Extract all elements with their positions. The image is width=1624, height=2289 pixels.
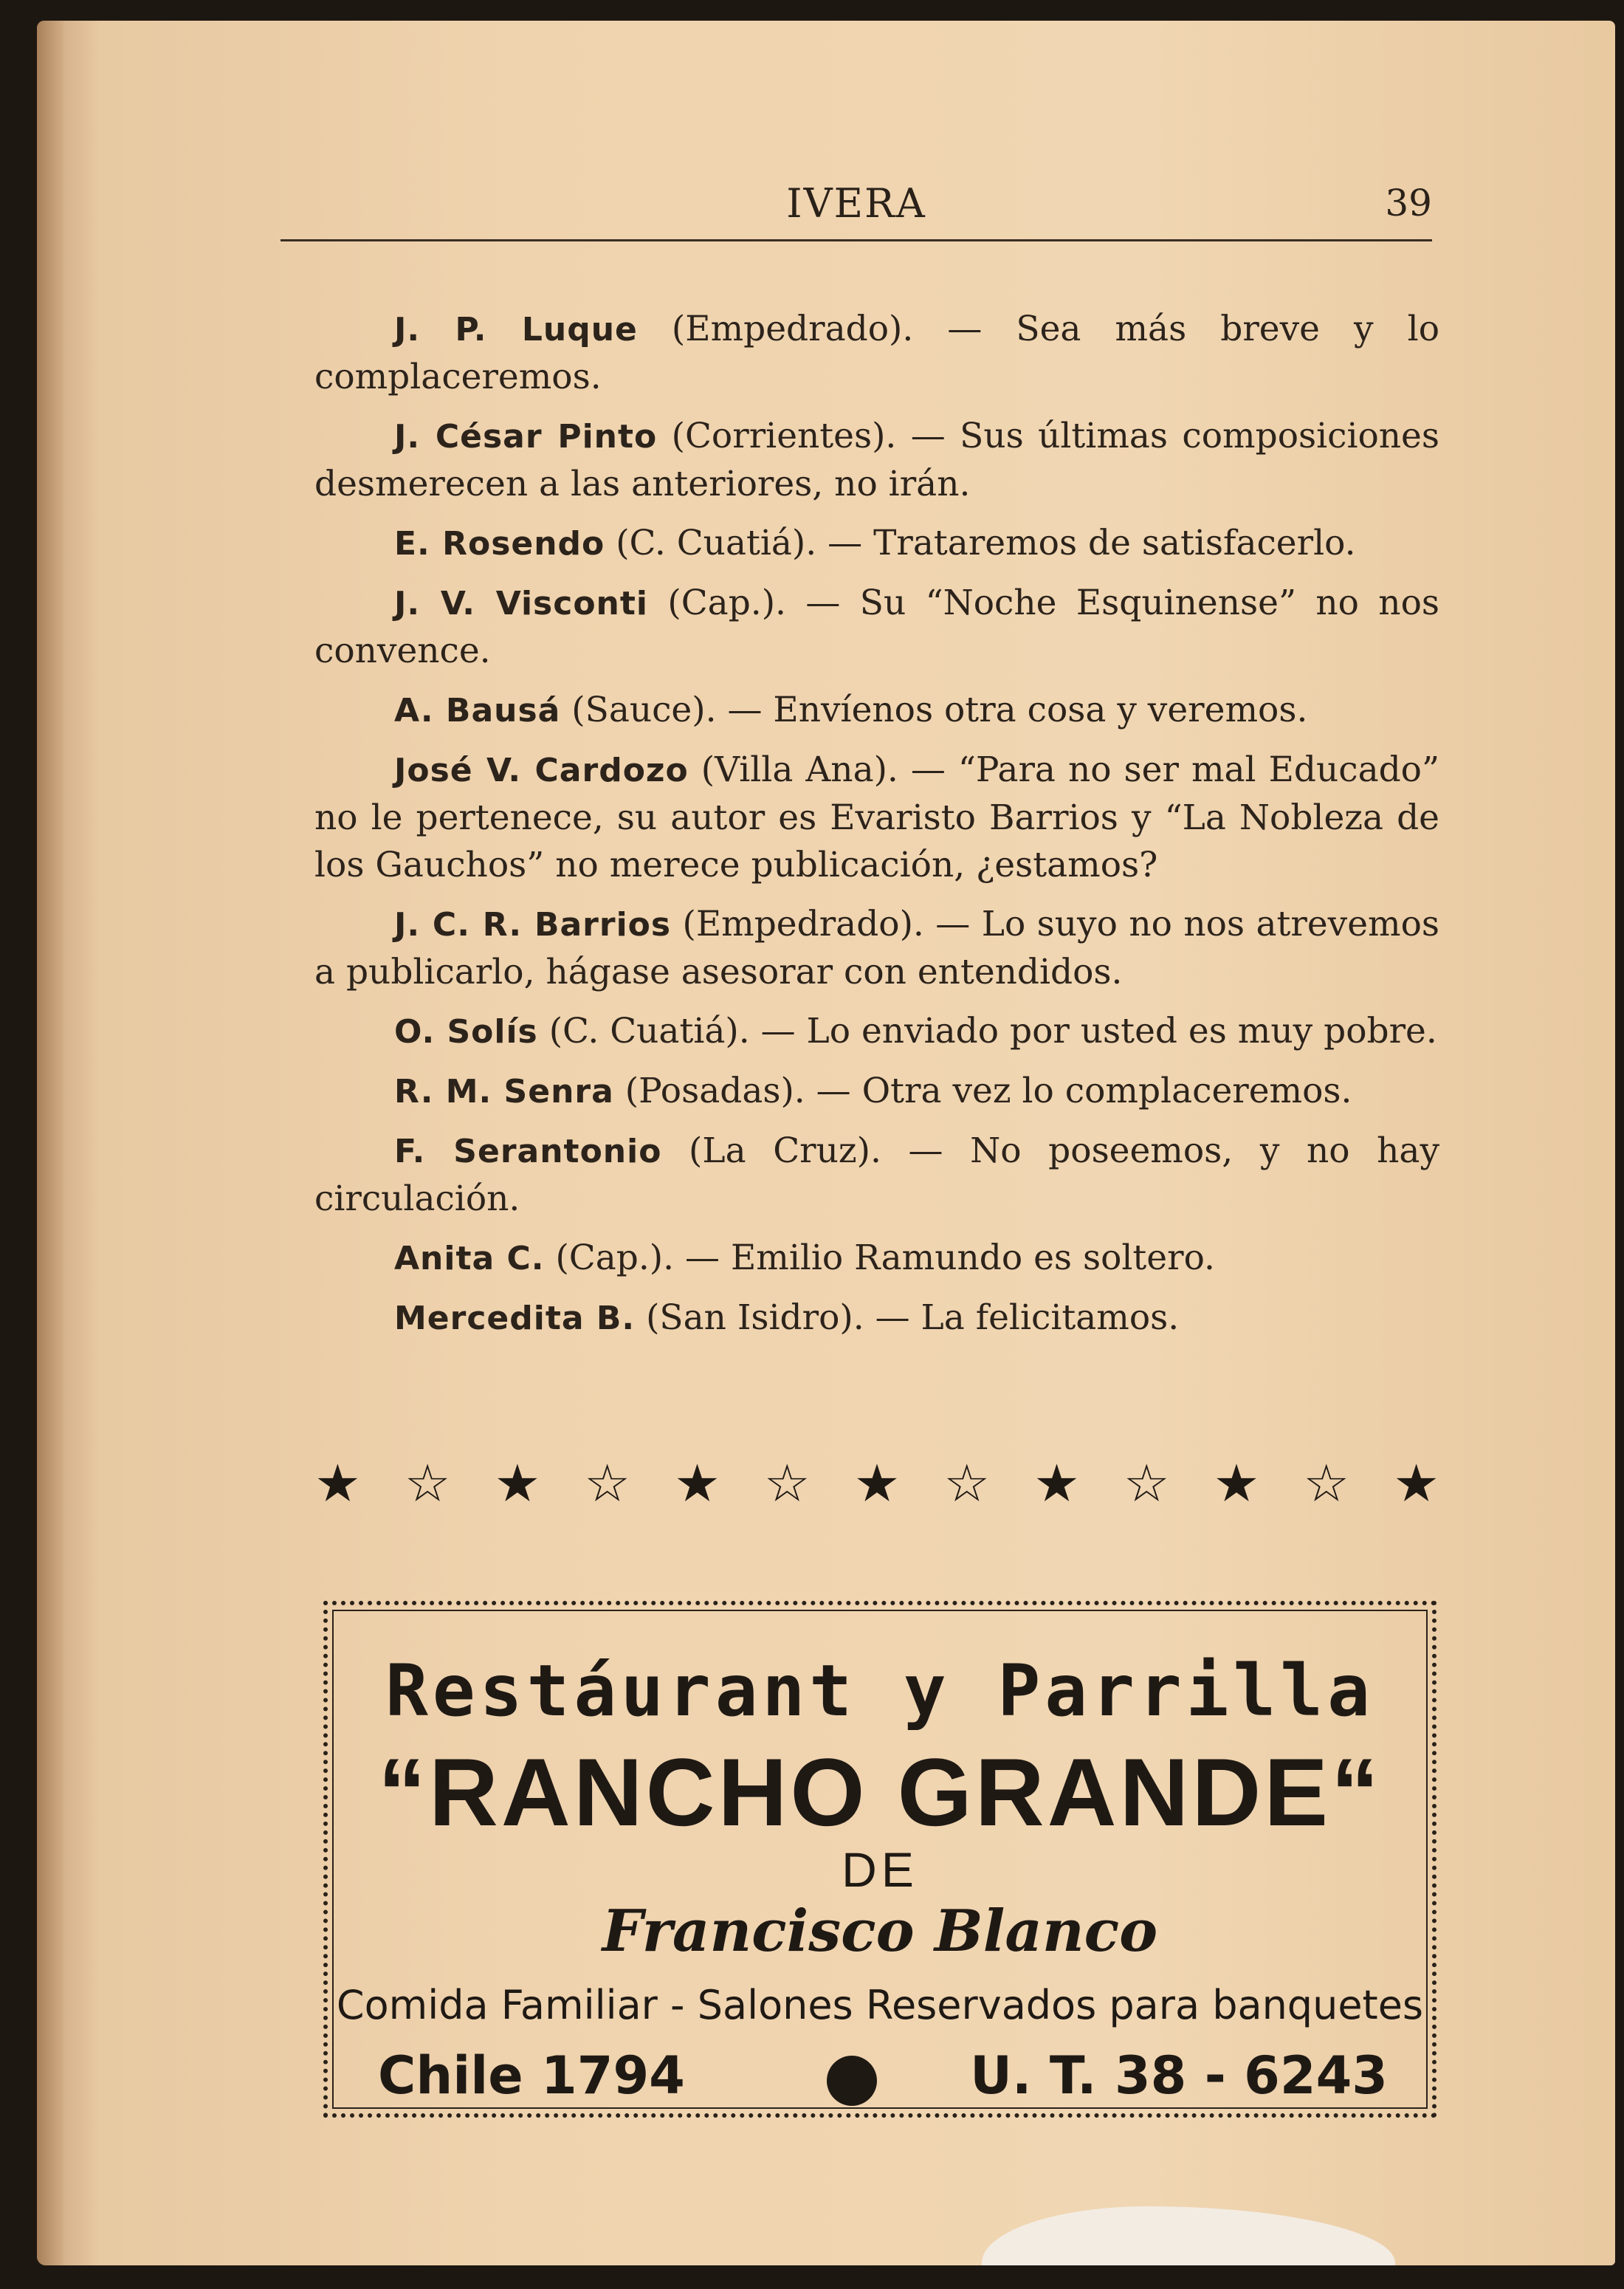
star-outline-icon: ☆ (584, 1453, 631, 1514)
correspondent-name: José V. Cardozo (394, 752, 689, 789)
star-outline-icon: ☆ (943, 1453, 991, 1514)
correspondent-name: J. P. Luque (394, 311, 638, 349)
star-icon: ★ (674, 1453, 720, 1514)
star-icon: ★ (314, 1453, 361, 1514)
reply-text: (C. Cuatiá). — Trataremos de satisfacerlo. (605, 523, 1356, 563)
correspondence-entry (314, 1068, 1439, 1116)
reply-text: (C. Cuatiá). — Lo enviado por usted es muy pobre. (537, 1011, 1437, 1051)
correspondent-name: A. Bausá (394, 692, 561, 730)
book-page (37, 21, 1615, 2265)
ad-services: Comida Familiar - Salones Reservados para banquetes (336, 1982, 1424, 2028)
reply-text: (Posadas). — Otra vez lo complaceremos. (613, 1071, 1352, 1111)
correspondence-entry (314, 1008, 1439, 1056)
correspondent-name: O. Solís (394, 1013, 538, 1051)
correspondence-entry (314, 687, 1439, 735)
star-divider (314, 1453, 1439, 1514)
page-gutter (37, 21, 63, 2265)
star-outline-icon: ☆ (763, 1453, 811, 1514)
correspondence-entry (314, 901, 1439, 996)
correspondent-name: R. M. Senra (394, 1073, 614, 1111)
correspondent-name: Mercedita B. (394, 1300, 636, 1337)
reply-text: (Cap.). — Su “Noche Esquinense” no nos convence. (314, 583, 1439, 671)
star-outline-icon: ☆ (404, 1453, 451, 1514)
correspondence-entry (314, 413, 1439, 508)
correspondent-name: J. V. Visconti (394, 585, 648, 622)
page-number: 39 (1385, 182, 1432, 224)
star-outline-icon: ☆ (1123, 1453, 1170, 1514)
reply-text: (Empedrado). — Sea más breve y lo complaceremos. (314, 309, 1439, 397)
header-rule (281, 239, 1432, 241)
correspondence-list (314, 306, 1439, 1354)
star-icon: ★ (1393, 1453, 1439, 1514)
reply-text: (San Isidro). — La felicitamos. (635, 1297, 1180, 1338)
reply-text: (Corrientes). — Sus últimas composiciones desmerecen a las anteriores, no irán. (314, 416, 1439, 504)
correspondence-entry (314, 520, 1439, 568)
correspondent-name: E. Rosendo (394, 525, 605, 563)
restaurant-advertisement (323, 1601, 1437, 2118)
correspondence-entry (314, 1128, 1439, 1223)
star-outline-icon: ☆ (1303, 1453, 1350, 1514)
running-title: IVERA (786, 180, 926, 227)
correspondence-entry (314, 747, 1439, 889)
reply-text: (Empedrado). — Lo suyo no nos atrevemos a publicarlo, hágase asesorar con entendidos. (314, 904, 1439, 992)
star-icon: ★ (494, 1453, 541, 1514)
ad-de: DE (842, 1842, 918, 1897)
ad-restaurant-name: “RANCHO GRANDE“ (378, 1738, 1382, 1846)
correspondence-entry (314, 1294, 1439, 1342)
correspondent-name: J. César Pinto (394, 418, 658, 456)
ad-address: Chile 1794 (378, 2045, 685, 2106)
star-icon: ★ (1033, 1453, 1080, 1514)
correspondence-entry (314, 1235, 1439, 1283)
ad-phone: U. T. 38 - 6243 (970, 2045, 1388, 2106)
reply-text: (Cap.). — Emilio Ramundo es soltero. (544, 1238, 1215, 1278)
correspondent-name: F. Serantonio (394, 1133, 662, 1170)
reply-text: (Sauce). — Envíenos otra cosa y veremos. (560, 690, 1308, 730)
correspondence-entry (314, 306, 1439, 401)
correspondent-name: J. C. R. Barrios (394, 906, 672, 944)
correspondent-name: Anita C. (394, 1240, 545, 1277)
star-icon: ★ (1213, 1453, 1260, 1514)
page-header (281, 174, 1432, 241)
correspondence-entry (314, 580, 1439, 675)
torn-paper-edge (982, 2206, 1395, 2265)
reply-text: (La Cruz). — No poseemos, y no hay circulación. (314, 1130, 1440, 1219)
ad-title: Restáurant y Parrilla (385, 1650, 1374, 1732)
bullet-dot-icon (827, 2056, 877, 2106)
reply-text: (Villa Ana). — “Para no ser mal Educado” no le pertenece, su autor es Evaristo Barrios y “La Nobleza de los Gauchos” no merece publicación, ¿estamos? (314, 749, 1440, 885)
star-icon: ★ (853, 1453, 901, 1514)
ad-owner-name: Francisco Blanco (602, 1898, 1158, 1965)
